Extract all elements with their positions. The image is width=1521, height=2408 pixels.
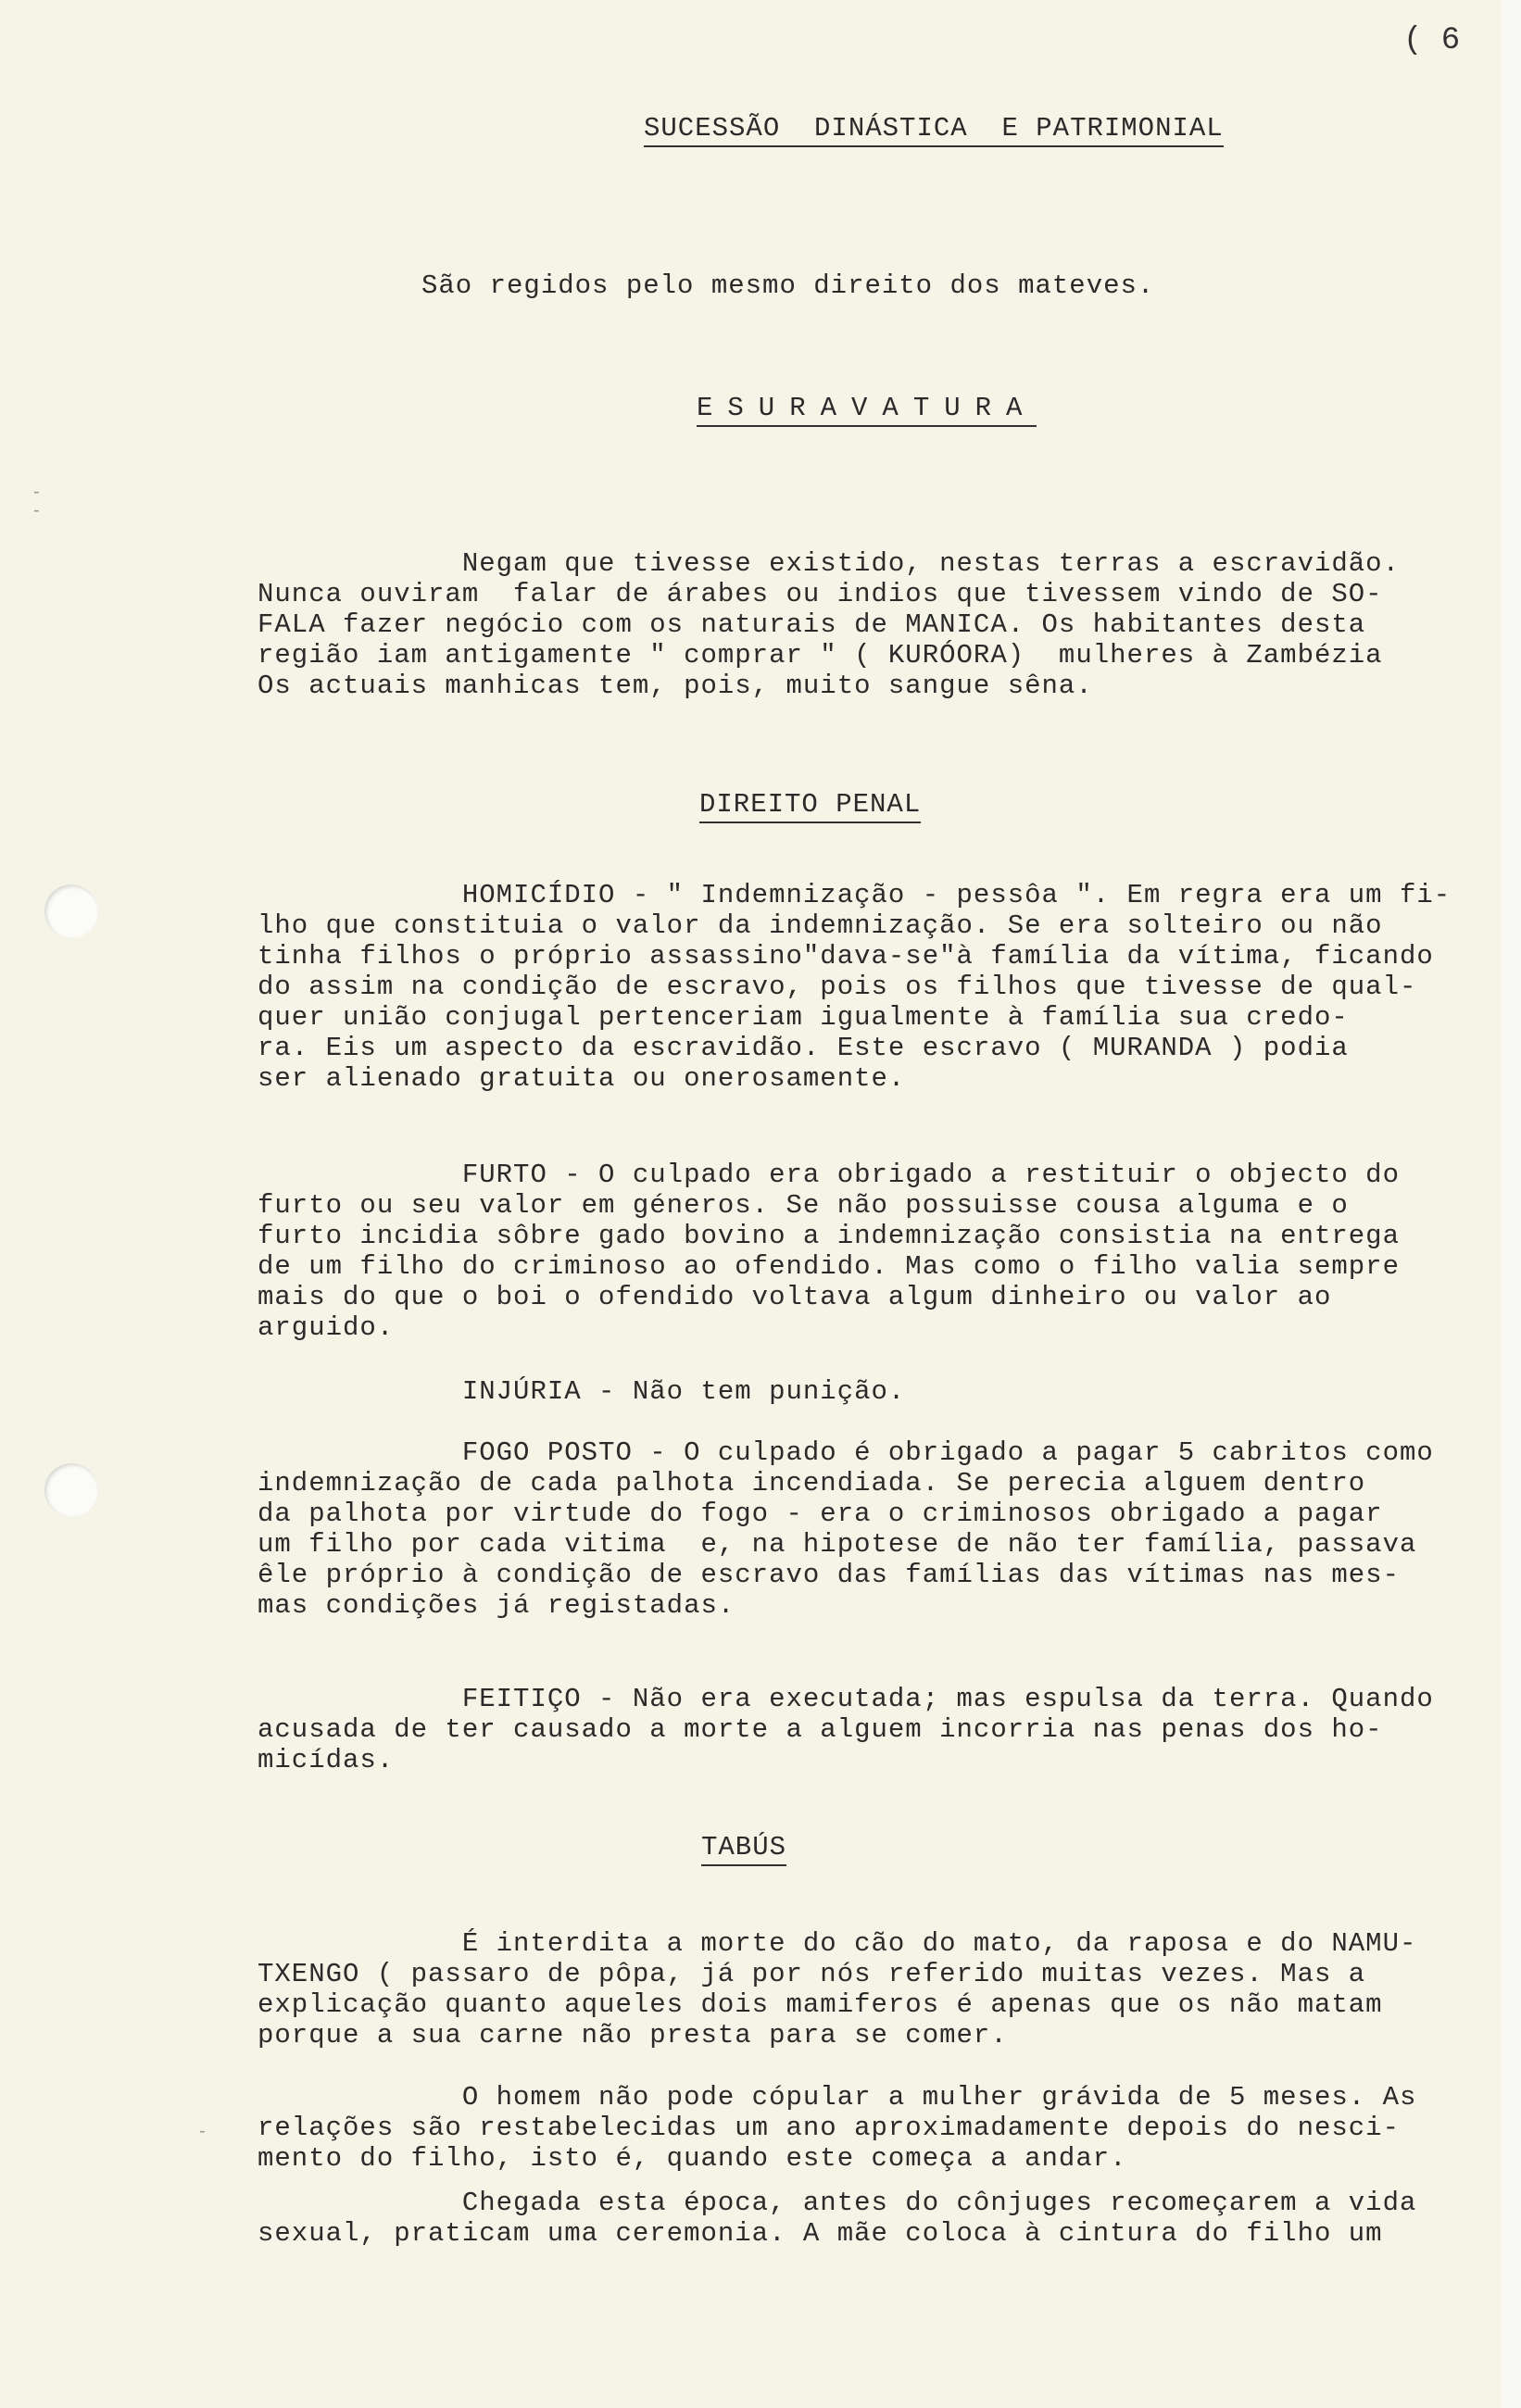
feitico-paragraph bbox=[258, 1684, 1434, 1775]
text-line: HOMICÍDIO - " Indemnização - pessôa ". Em regra era um fi- bbox=[258, 880, 1452, 910]
text-line: quer união conjugal pertenceriam igualmente à família sua credo- bbox=[258, 1002, 1349, 1033]
text-line: FURTO - O culpado era obrigado a restituir o objecto do bbox=[258, 1160, 1400, 1190]
text-line: da palhota por virtude do fogo - era o criminosos obrigado a pagar bbox=[258, 1499, 1383, 1529]
text-line: Os actuais manhicas tem, pois, muito sangue sêna. bbox=[258, 671, 1093, 701]
text-line: região iam antigamente " comprar " ( KURÓORA) mulheres à Zambézia bbox=[258, 640, 1383, 671]
injuria-paragraph bbox=[258, 1376, 905, 1407]
text-line: Chegada esta época, antes do cônjuges recomeçarem a vida bbox=[258, 2188, 1417, 2218]
text-line: micídas. bbox=[258, 1745, 395, 1775]
text-line: TXENGO ( passaro de pôpa, já por nós referido muitas vezes. Mas a bbox=[258, 1959, 1366, 1989]
text-line: porque a sua carne não presta para se comer. bbox=[258, 2020, 1008, 2051]
text-line: O homem não pode cópular a mulher grávida de 5 meses. As bbox=[258, 2082, 1417, 2113]
text-line: lho que constituia o valor da indemnização. Se era solteiro ou não bbox=[258, 910, 1383, 941]
sucessao-text: São regidos pelo mesmo direito dos mateves. bbox=[421, 270, 1155, 301]
text-line: sexual, praticam uma ceremonia. A mãe coloca à cintura do filho um bbox=[258, 2218, 1383, 2249]
text-line: mais do que o boi o ofendido voltava algum dinheiro ou valor ao bbox=[258, 1282, 1332, 1312]
text-line: um filho por cada vitima e, na hipotese de não ter família, passava bbox=[258, 1529, 1417, 1560]
text-line: Nunca ouviram falar de árabes ou indios que tivessem vindo de SO- bbox=[258, 579, 1383, 609]
homicidio-paragraph bbox=[258, 880, 1451, 1094]
furto-paragraph bbox=[258, 1160, 1400, 1343]
text-line: furto incidia sôbre gado bovino a indemnização consistia na entrega bbox=[258, 1221, 1400, 1251]
text-line: êle próprio à condição de escravo das famílias das vítimas nas mes- bbox=[258, 1560, 1400, 1590]
text-line: mento do filho, isto é, quando este começa a andar. bbox=[258, 2143, 1127, 2174]
tabus-paragraph-2 bbox=[258, 2082, 1416, 2174]
text-line: do assim na condição de escravo, pois os filhos que tivesse de qual- bbox=[258, 972, 1417, 1002]
escravatura-paragraph bbox=[258, 548, 1400, 701]
sucessao-paragraph bbox=[421, 270, 1154, 301]
page-number: ( 6 bbox=[1403, 23, 1461, 58]
text-line: Negam que tivesse existido, nestas terras a escravidão. bbox=[258, 548, 1400, 579]
text-line: acusada de ter causado a morte a alguem incorria nas penas dos ho- bbox=[258, 1714, 1383, 1745]
fogo-posto-paragraph bbox=[258, 1437, 1434, 1621]
text-line: FEITIÇO - Não era executada; mas espulsa da terra. Quando bbox=[258, 1684, 1434, 1714]
text-line: de um filho do criminoso ao ofendido. Mas como o filho valia sempre bbox=[258, 1251, 1400, 1282]
text-line: explicação quanto aqueles dois mamiferos é apenas que os não matam bbox=[258, 1989, 1383, 2020]
text-line: arguido. bbox=[258, 1312, 395, 1343]
text-line: ser alienado gratuita ou onerosamente. bbox=[258, 1063, 906, 1094]
tabus-paragraph-1 bbox=[258, 1928, 1416, 2051]
margin-mark: - bbox=[199, 2121, 206, 2141]
text-line: É interdita a morte do cão do mato, da raposa e do NAMU- bbox=[258, 1928, 1417, 1959]
page-edge bbox=[1501, 0, 1521, 2408]
text-line: indemnização de cada palhota incendiada. Se perecia alguem dentro bbox=[258, 1468, 1366, 1499]
text-line: FALA fazer negócio com os naturais de MANICA. Os habitantes desta bbox=[258, 609, 1366, 640]
heading-sucessao: SUCESSÃO DINÁSTICA E PATRIMONIAL bbox=[644, 113, 1224, 147]
heading-direito-penal: DIREITO PENAL bbox=[699, 789, 921, 823]
text-line: relações são restabelecidas um ano aproximadamente depois do nesci- bbox=[258, 2113, 1400, 2143]
text-line: INJÚRIA - Não tem punição. bbox=[258, 1376, 906, 1407]
text-line: FOGO POSTO - O culpado é obrigado a pagar 5 cabritos como bbox=[258, 1437, 1434, 1468]
margin-mark: - bbox=[33, 500, 40, 520]
text-line: furto ou seu valor em géneros. Se não possuisse cousa alguma e o bbox=[258, 1190, 1349, 1221]
margin-mark: - bbox=[33, 482, 40, 502]
heading-escravatura: ESURAVATURA bbox=[697, 393, 1037, 427]
heading-tabus: TABÚS bbox=[701, 1832, 786, 1866]
text-line: mas condições já registadas. bbox=[258, 1590, 735, 1621]
text-line: tinha filhos o próprio assassino"dava-se"à família da vítima, ficando bbox=[258, 941, 1434, 972]
tabus-paragraph-3 bbox=[258, 2188, 1416, 2249]
punch-hole-top bbox=[44, 884, 98, 938]
text-line: ra. Eis um aspecto da escravidão. Este escravo ( MURANDA ) podia bbox=[258, 1033, 1349, 1063]
punch-hole-bottom bbox=[44, 1463, 98, 1517]
